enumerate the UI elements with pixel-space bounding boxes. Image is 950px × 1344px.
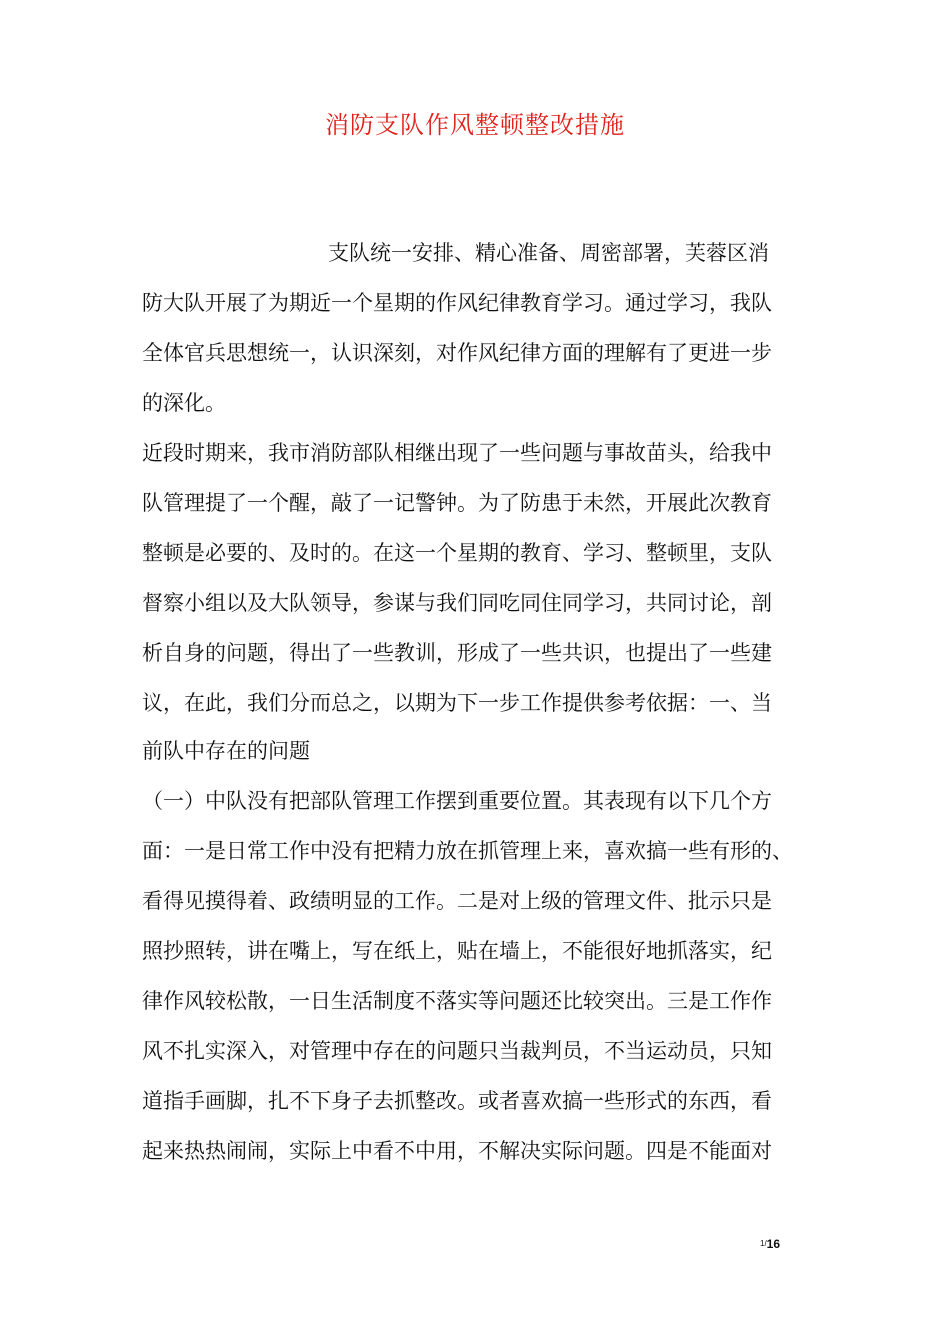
body-line: 的深化。 xyxy=(142,391,226,415)
body-line: 起来热热闹闹，实际上中看不中用，不解决实际问题。四是不能面对 xyxy=(142,1139,772,1163)
document-title: 消防支队作风整顿整改措施 xyxy=(325,111,625,139)
body-line: 议，在此，我们分而总之，以期为下一步工作提供参考依据：一、当 xyxy=(142,691,772,715)
body-line: 整顿是必要的、及时的。在这一个星期的教育、学习、整顿里，支队 xyxy=(142,541,772,565)
body-line: 全体官兵思想统一，认识深刻，对作风纪律方面的理解有了更进一步 xyxy=(142,341,772,365)
body-line: 律作风较松散，一日生活制度不落实等问题还比较突出。三是工作作 xyxy=(142,989,772,1013)
body-line: 照抄照转，讲在嘴上，写在纸上，贴在墙上，不能很好地抓落实，纪 xyxy=(142,939,772,963)
page-current: 1/ xyxy=(760,1239,767,1248)
body-line: 道指手画脚，扎不下身子去抓整改。或者喜欢搞一些形式的东西，看 xyxy=(142,1089,772,1113)
body-line: 支队统一安排、精心准备、周密部署，芙蓉区消 xyxy=(328,241,769,265)
body-line: （一）中队没有把部队管理工作摆到重要位置。其表现有以下几个方 xyxy=(142,789,772,813)
body-line: 队管理提了一个醒，敲了一记警钟。为了防患于未然，开展此次教育 xyxy=(142,491,772,515)
body-line: 前队中存在的问题 xyxy=(142,739,310,763)
body-line: 督察小组以及大队领导，参谋与我们同吃同住同学习，共同讨论，剖 xyxy=(142,591,772,615)
body-line: 近段时期来，我市消防部队相继出现了一些问题与事故苗头，给我中 xyxy=(142,441,772,465)
page-number xyxy=(760,1236,780,1252)
body-line: 面：一是日常工作中没有把精力放在抓管理上来，喜欢搞一些有形的、 xyxy=(142,839,793,863)
body-line: 防大队开展了为期近一个星期的作风纪律教育学习。通过学习，我队 xyxy=(142,291,772,315)
body-line: 风不扎实深入，对管理中存在的问题只当裁判员，不当运动员，只知 xyxy=(142,1039,772,1063)
body-line: 看得见摸得着、政绩明显的工作。二是对上级的管理文件、批示只是 xyxy=(142,889,772,913)
page-total: 16 xyxy=(766,1237,781,1251)
body-line: 析自身的问题，得出了一些教训，形成了一些共识，也提出了一些建 xyxy=(142,641,772,665)
